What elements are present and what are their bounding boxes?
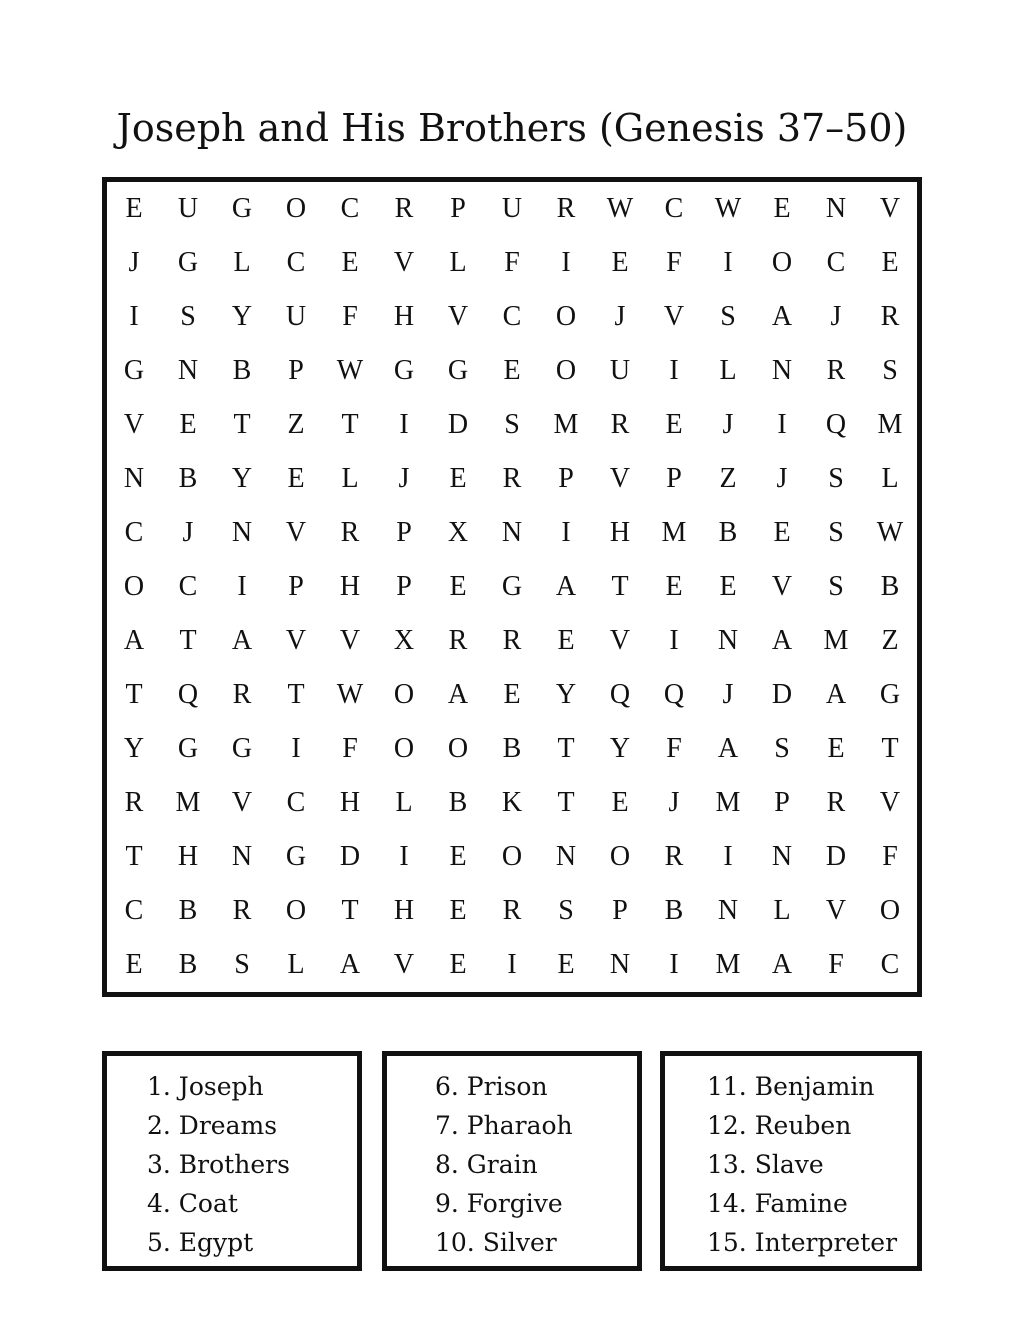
grid-letter: Y [231, 463, 253, 494]
grid-letter: J [668, 787, 680, 818]
grid-letter: I [669, 625, 679, 656]
grid-letter: T [125, 679, 143, 710]
grid-letter: I [237, 571, 247, 602]
grid-letter: Z [881, 625, 899, 656]
grid-letter: A [231, 625, 253, 656]
grid-letter: P [450, 193, 466, 224]
grid-letter: L [341, 463, 359, 494]
grid-letter: G [393, 355, 415, 386]
grid-letter: T [557, 733, 575, 764]
grid-letter: I [507, 949, 517, 980]
grid-letter: H [339, 787, 361, 818]
grid-letter: S [558, 895, 574, 926]
grid-letter: I [129, 301, 139, 332]
grid-letter: N [717, 895, 739, 926]
grid-letter: E [449, 571, 467, 602]
grid-letter: T [125, 841, 143, 872]
grid-letter: V [447, 301, 469, 332]
word-list-item: 1. Joseph [147, 1072, 264, 1101]
grid-letter: R [232, 679, 252, 710]
grid-letter: M [553, 409, 579, 440]
grid-letter: L [719, 355, 737, 386]
grid-letter: E [611, 247, 629, 278]
grid-letter: Q [177, 679, 199, 710]
grid-letter: T [341, 409, 359, 440]
grid-letter: M [175, 787, 201, 818]
word-list-item: 7. Pharaoh [435, 1111, 573, 1140]
grid-letter: S [720, 301, 736, 332]
grid-letter: U [609, 355, 631, 386]
grid-letter: J [182, 517, 194, 548]
grid-letter: L [287, 949, 305, 980]
grid-letter: W [606, 193, 634, 224]
word-list-item: 15. Interpreter [707, 1228, 898, 1257]
grid-letter: W [876, 517, 904, 548]
grid-letter: W [336, 355, 364, 386]
grid-letter: L [773, 895, 791, 926]
grid-letter: F [342, 733, 358, 764]
grid-letter: E [827, 733, 845, 764]
grid-letter: O [285, 895, 307, 926]
grid-letter: N [177, 355, 199, 386]
word-list-item: 5. Egypt [147, 1228, 254, 1257]
grid-letter: O [393, 679, 415, 710]
grid-letter: O [555, 301, 577, 332]
grid-letter: I [669, 355, 679, 386]
grid-letter: P [558, 463, 574, 494]
grid-letter: J [128, 247, 140, 278]
grid-letter: E [503, 355, 521, 386]
grid-letter: V [285, 517, 307, 548]
grid-letter: A [339, 949, 361, 980]
grid-letter: S [180, 301, 196, 332]
word-list-item: 13. Slave [707, 1150, 824, 1179]
grid-letter: N [717, 625, 739, 656]
grid-letter: B [502, 733, 522, 764]
grid-letter: E [881, 247, 899, 278]
grid-letter: X [447, 517, 469, 548]
grid-letter: E [665, 409, 683, 440]
grid-letter: N [123, 463, 145, 494]
grid-letter: T [179, 625, 197, 656]
grid-letter: E [719, 571, 737, 602]
grid-letter: L [233, 247, 251, 278]
grid-letter: G [177, 733, 199, 764]
grid-letter: E [449, 463, 467, 494]
grid-letter: E [503, 679, 521, 710]
grid-letter: R [826, 355, 846, 386]
grid-letter: D [825, 841, 847, 872]
grid-letter: Z [287, 409, 305, 440]
grid-letter: O [447, 733, 469, 764]
grid-letter: N [609, 949, 631, 980]
grid-letter: I [561, 517, 571, 548]
grid-letter: R [124, 787, 144, 818]
grid-letter: T [557, 787, 575, 818]
grid-letter: B [718, 517, 738, 548]
grid-letter: C [502, 301, 522, 332]
grid-letter: A [825, 679, 847, 710]
grid-letter: G [231, 193, 253, 224]
grid-letter: F [666, 733, 682, 764]
grid-letter: A [555, 571, 577, 602]
grid-letter: A [771, 949, 793, 980]
grid-letter: O [771, 247, 793, 278]
grid-letter: I [723, 841, 733, 872]
grid-letter: I [669, 949, 679, 980]
grid-letter: O [501, 841, 523, 872]
grid-letter: J [830, 301, 842, 332]
grid-letter: T [287, 679, 305, 710]
word-list-item: 6. Prison [435, 1072, 548, 1101]
grid-letter: V [879, 193, 901, 224]
grid-letter: D [447, 409, 469, 440]
word-list-item: 11. Benjamin [707, 1072, 875, 1101]
grid-letter: B [880, 571, 900, 602]
grid-letter: E [179, 409, 197, 440]
grid-letter: M [715, 949, 741, 980]
grid-letter: I [723, 247, 733, 278]
grid-letter: U [501, 193, 523, 224]
grid-letter: T [233, 409, 251, 440]
grid-letter: R [232, 895, 252, 926]
grid-letter: R [826, 787, 846, 818]
letter-grid [107, 182, 917, 992]
grid-letter: E [773, 517, 791, 548]
grid-letter: E [341, 247, 359, 278]
grid-letter: N [501, 517, 523, 548]
grid-letter: Q [825, 409, 847, 440]
grid-letter: G [177, 247, 199, 278]
grid-letter: E [449, 895, 467, 926]
grid-letter: G [231, 733, 253, 764]
grid-letter: E [125, 193, 143, 224]
grid-letter: T [341, 895, 359, 926]
grid-letter: E [557, 949, 575, 980]
grid-letter: E [449, 949, 467, 980]
page-title: Joseph and His Brothers (Genesis 37–50) [116, 106, 908, 150]
grid-letter: E [773, 193, 791, 224]
grid-letter: E [665, 571, 683, 602]
grid-letter: D [339, 841, 361, 872]
grid-letter: Y [555, 679, 577, 710]
grid-letter: R [610, 409, 630, 440]
grid-letter: G [123, 355, 145, 386]
grid-letter: C [178, 571, 198, 602]
word-search-grid [102, 177, 922, 997]
grid-letter: G [501, 571, 523, 602]
word-list-item: 8. Grain [435, 1150, 538, 1179]
grid-letter: L [395, 787, 413, 818]
grid-letter: M [877, 409, 903, 440]
grid-letter: V [123, 409, 145, 440]
grid-letter: N [771, 841, 793, 872]
grid-letter: V [339, 625, 361, 656]
grid-letter: R [340, 517, 360, 548]
grid-letter: E [449, 841, 467, 872]
grid-letter: P [666, 463, 682, 494]
word-list-item: 4. Coat [147, 1189, 238, 1218]
grid-letter: E [557, 625, 575, 656]
grid-letter: C [340, 193, 360, 224]
grid-letter: B [664, 895, 684, 926]
grid-letter: B [178, 463, 198, 494]
grid-letter: Z [719, 463, 737, 494]
word-list-item: 9. Forgive [435, 1189, 563, 1218]
word-list-item: 10. Silver [435, 1228, 557, 1257]
grid-letter: P [288, 355, 304, 386]
grid-letter: C [124, 895, 144, 926]
grid-letter: D [771, 679, 793, 710]
grid-letter: O [285, 193, 307, 224]
grid-letter: C [880, 949, 900, 980]
grid-letter: S [504, 409, 520, 440]
grid-letter: V [231, 787, 253, 818]
grid-letter: V [285, 625, 307, 656]
grid-letter: N [231, 841, 253, 872]
grid-letter: R [556, 193, 576, 224]
grid-letter: Q [609, 679, 631, 710]
grid-letter: U [285, 301, 307, 332]
grid-letter: O [123, 571, 145, 602]
grid-letter: J [722, 679, 734, 710]
grid-letter: N [555, 841, 577, 872]
grid-letter: I [777, 409, 787, 440]
word-list-item: 2. Dreams [147, 1111, 278, 1140]
grid-letter: R [664, 841, 684, 872]
grid-letter: Y [231, 301, 253, 332]
grid-letter: P [612, 895, 628, 926]
grid-letter: R [880, 301, 900, 332]
grid-letter: E [611, 787, 629, 818]
grid-letter: F [342, 301, 358, 332]
grid-letter: V [393, 247, 415, 278]
grid-letter: A [123, 625, 145, 656]
word-list-item: 3. Brothers [147, 1150, 290, 1179]
grid-letter: F [882, 841, 898, 872]
grid-letter: P [288, 571, 304, 602]
grid-letter: R [502, 463, 522, 494]
grid-letter: O [879, 895, 901, 926]
grid-letter: J [722, 409, 734, 440]
grid-letter: S [828, 517, 844, 548]
grid-letter: H [393, 895, 415, 926]
grid-letter: A [717, 733, 739, 764]
grid-letter: O [393, 733, 415, 764]
grid-letter: B [178, 949, 198, 980]
grid-letter: M [661, 517, 687, 548]
grid-letter: R [502, 625, 522, 656]
grid-letter: T [881, 733, 899, 764]
grid-letter: W [336, 679, 364, 710]
grid-letter: N [771, 355, 793, 386]
grid-letter: S [882, 355, 898, 386]
grid-letter: C [286, 787, 306, 818]
grid-letter: I [561, 247, 571, 278]
grid-letter: G [879, 679, 901, 710]
grid-letter: E [287, 463, 305, 494]
grid-letter: V [609, 625, 631, 656]
grid-letter: G [285, 841, 307, 872]
grid-letter: I [291, 733, 301, 764]
grid-letter: S [234, 949, 250, 980]
grid-letter: K [501, 787, 523, 818]
grid-letter: I [399, 841, 409, 872]
grid-letter: E [125, 949, 143, 980]
grid-letter: W [714, 193, 742, 224]
word-list-2 [382, 1051, 642, 1271]
grid-letter: L [881, 463, 899, 494]
grid-letter: A [447, 679, 469, 710]
grid-letter: V [825, 895, 847, 926]
grid-letter: R [502, 895, 522, 926]
grid-letter: S [828, 463, 844, 494]
grid-letter: I [399, 409, 409, 440]
grid-letter: Y [609, 733, 631, 764]
word-list-item: 12. Reuben [707, 1111, 852, 1140]
word-list-1 [102, 1051, 362, 1271]
grid-letter: B [178, 895, 198, 926]
grid-letter: M [715, 787, 741, 818]
grid-letter: C [664, 193, 684, 224]
grid-letter: S [828, 571, 844, 602]
word-list-item: 14. Famine [707, 1189, 848, 1218]
grid-letter: R [448, 625, 468, 656]
grid-letter: O [609, 841, 631, 872]
grid-letter: N [231, 517, 253, 548]
grid-letter: R [394, 193, 414, 224]
grid-letter: O [555, 355, 577, 386]
grid-letter: H [339, 571, 361, 602]
grid-letter: M [823, 625, 849, 656]
grid-letter: V [393, 949, 415, 980]
word-list-3 [660, 1051, 922, 1271]
grid-letter: Q [663, 679, 685, 710]
grid-letter: H [609, 517, 631, 548]
grid-letter: V [879, 787, 901, 818]
grid-letter: S [774, 733, 790, 764]
grid-letter: J [614, 301, 626, 332]
grid-letter: H [393, 301, 415, 332]
grid-letter: C [124, 517, 144, 548]
grid-letter: Y [123, 733, 145, 764]
grid-letter: T [611, 571, 629, 602]
grid-letter: A [771, 625, 793, 656]
grid-letter: J [398, 463, 410, 494]
grid-letter: U [177, 193, 199, 224]
grid-letter: B [448, 787, 468, 818]
grid-letter: V [771, 571, 793, 602]
grid-letter: B [232, 355, 252, 386]
grid-letter: A [771, 301, 793, 332]
grid-letter: P [774, 787, 790, 818]
grid-letter: P [396, 571, 412, 602]
grid-letter: C [826, 247, 846, 278]
grid-letter: V [663, 301, 685, 332]
grid-letter: N [825, 193, 847, 224]
grid-letter: F [666, 247, 682, 278]
grid-letter: H [177, 841, 199, 872]
grid-letter: L [449, 247, 467, 278]
grid-letter: F [828, 949, 844, 980]
grid-letter: J [776, 463, 788, 494]
grid-letter: V [609, 463, 631, 494]
grid-letter: C [286, 247, 306, 278]
grid-letter: X [393, 625, 415, 656]
grid-letter: F [504, 247, 520, 278]
grid-letter: P [396, 517, 412, 548]
grid-letter: G [447, 355, 469, 386]
